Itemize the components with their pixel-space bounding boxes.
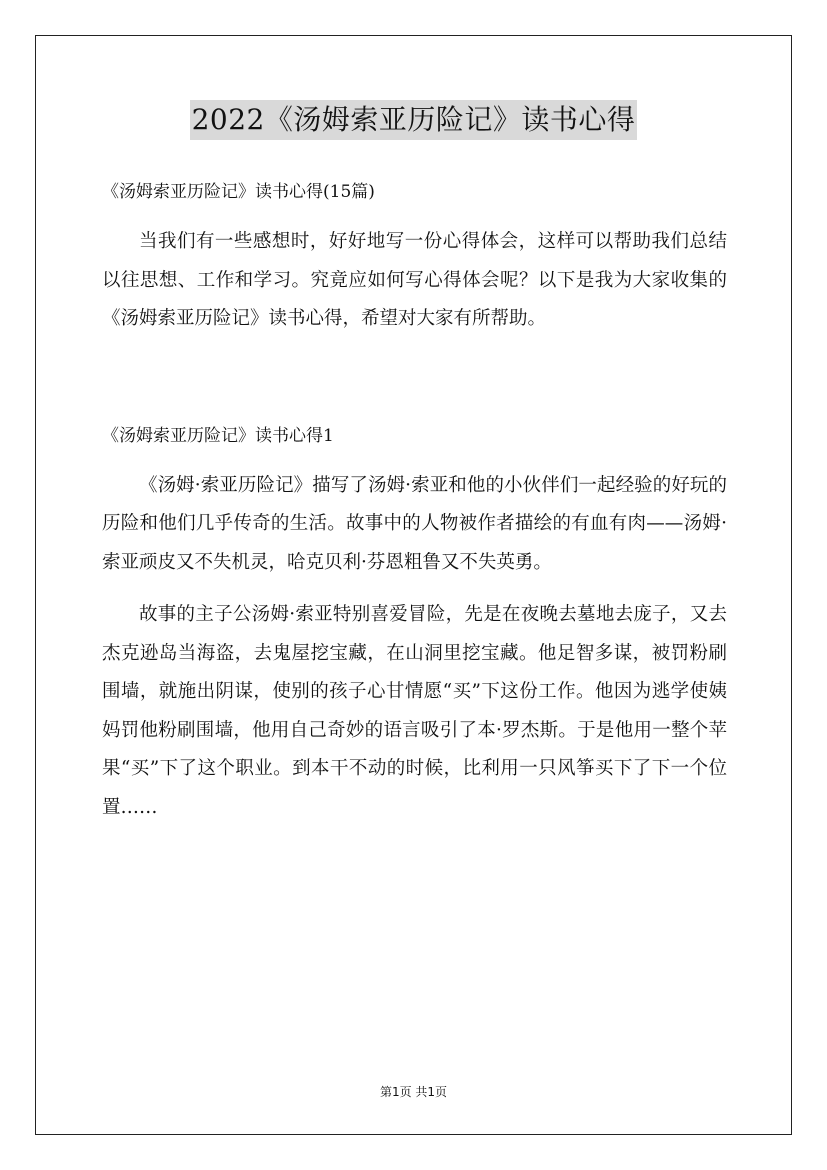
title-container bbox=[0, 100, 827, 140]
section-heading: 《汤姆索亚历险记》读书心得1 bbox=[102, 425, 334, 446]
document-subtitle: 《汤姆索亚历险记》读书心得(15篇) bbox=[102, 182, 375, 202]
body-paragraph: 《汤姆·索亚历险记》描写了汤姆·索亚和他的小伙伴们一起经验的好玩的历险和他们几乎传奇的生活。故事中的人物被作者描绘的有血有肉——汤姆·索亚顽皮又不失机灵，哈克贝利·芬恩粗鲁又不失英勇。 bbox=[102, 474, 727, 573]
document-body bbox=[102, 175, 727, 827]
spacer bbox=[102, 582, 727, 596]
spacer bbox=[102, 209, 727, 223]
page-footer: 第1页 共1页 bbox=[379, 1085, 448, 1099]
document-title: 2022《汤姆索亚历险记》读书心得 bbox=[190, 100, 638, 140]
intro-paragraph: 当我们有一些感想时，好好地写一份心得体会，这样可以帮助我们总结以往思想、工作和学习。究竟应如何写心得体会呢？以下是我为大家收集的《汤姆索亚历险记》读书心得，希望对大家有所帮助。 bbox=[102, 231, 727, 329]
spacer bbox=[102, 339, 727, 419]
spacer bbox=[102, 453, 727, 467]
body-paragraph: 故事的主子公汤姆·索亚特别喜爱冒险，先是在夜晚去墓地去庞子，又去杰克逊岛当海盗，去鬼屋挖宝藏，在山洞里挖宝藏。他足智多谋，被罚粉刷围墙，就施出阴谋，使别的孩子心甘情愿“买”下这份工作。他因为逃学使姨妈罚他粉刷围墙，他用自己奇妙的语言吸引了本·罗杰斯。于是他用一整个苹果“买”下了这个职业。到本干不动的时候，比利用一只风筝买下了下一个位置…… bbox=[102, 604, 727, 818]
